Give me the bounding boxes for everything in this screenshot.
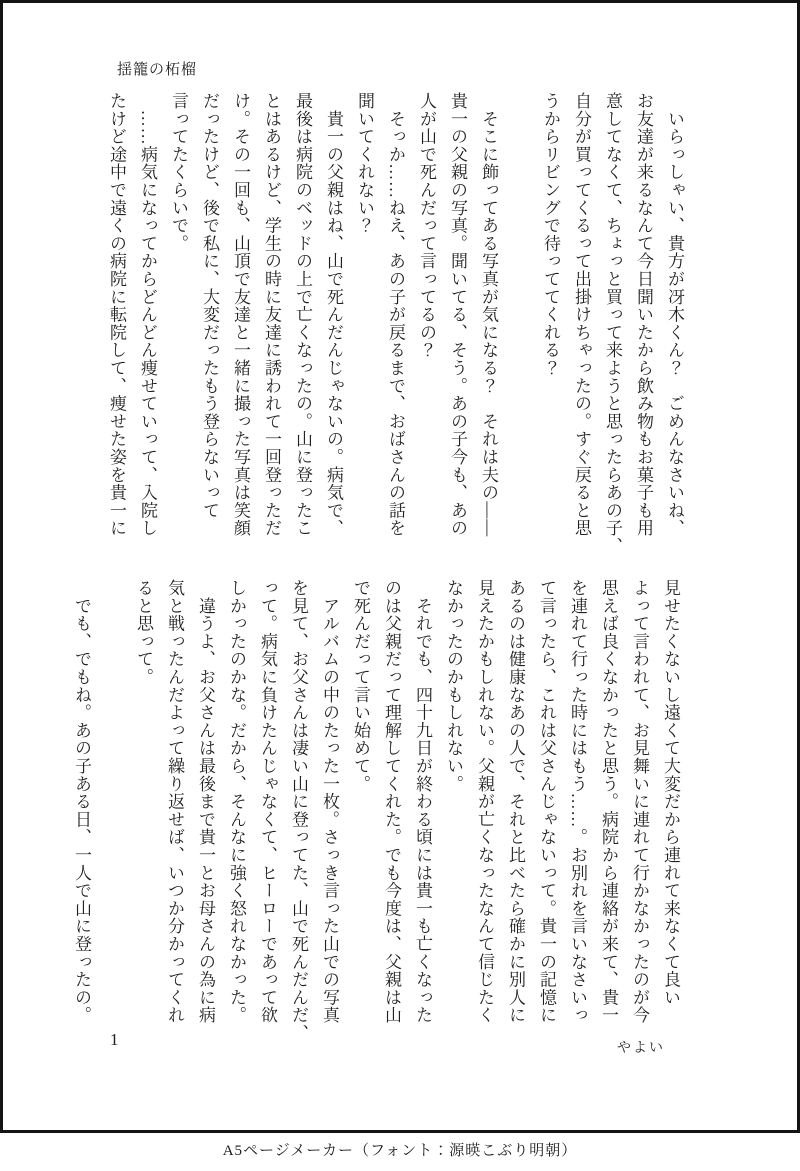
text-column: 貴一の父親の写真。聞いてる、そう。あの子今も、あの [448,92,467,537]
text-column: 言ってたくらいで。 [169,92,188,253]
text-column: アルバムの中のたった一枚。さっき言った山での写真 [320,579,339,1024]
text-column: それでも、四十九日が終わる頃には貴一も亡くなった [413,579,432,1024]
text-column: とはあるけど、学生の時に友達に誘われて一回登っただ [262,92,281,537]
text-column: 貴一の父親はね、山で死んだんじゃないの。病気で、 [324,92,343,537]
text-column: 違うよ、お父さんは最後まで貴一とお母さんの為に病 [196,579,215,1024]
text-column: だったけど、後で私に、大変だったもう登らないって [200,92,219,520]
text-column: そこに飾ってある写真が気になる？ それは夫の―― [479,92,498,537]
text-column: あるのは健康なあの人で、それと比べたら確かに別人に [506,579,525,1024]
vertical-text-block-top [101,92,690,558]
text-column: け。その一回も、山頂で友達と一緒に撮った写真は笑顔 [231,92,250,537]
text-column: 見せたくないし遠くて大変だから連れて来なくて良い [661,579,680,1007]
text-column: よって言われて、お見舞いに連れて行かなかったのが今 [630,579,649,1024]
text-column: たけど途中で遠くの病院に転院して、痩せた姿を貴一に [107,92,126,537]
text-column: て言ったら、これは父さんじゃないって。貴一の記憶に [537,579,556,1024]
text-column: 気と戦ったんだよって繰り返せば、いつか分かってくれ [165,579,184,1024]
text-column [97,579,128,1045]
text-column: 自分が買ってくるって出掛けちゃったの。すぐ戻ると思 [572,92,591,537]
text-column: で死んだって言い始めて。 [351,579,370,793]
text-column: でも、でもね。あの子ある日、一人で山に登ったの。 [72,579,91,1024]
vertical-text-block-bottom [66,579,686,1045]
text-column: ると思って。 [134,579,153,686]
story-title: 揺籠の柘榴 [117,62,198,78]
text-column: しかったのかな。だから、そんなに強く怒れなかった。 [227,579,246,1024]
text-column: なかったのかもしれない。 [444,579,463,793]
text-column: 見えたかもしれない。父親が亡くなったなんて信じたく [475,579,494,1024]
text-column: いらっしゃい、貴方が冴木くん？ ごめんなさいね、 [665,92,684,537]
text-column: 最後は病院のベッドの上で亡くなったの。山に登ったこ [293,92,312,537]
text-column: って。病気に負けたんじゃなくて、ヒーローであって欲 [258,579,277,1024]
text-column: 人が山で死んだって言ってるの？ [417,92,436,359]
text-column: 聞いてくれない？ [355,92,374,235]
text-column: を見て、お父さんは凄い山に登ってた、山で死んだんだ、 [289,579,308,1042]
text-column: お友達が来るなんて今日聞いたから飲み物もお菓子も用 [634,92,653,537]
text-column [504,92,535,558]
author-name: やよい [617,1041,665,1056]
text-column: のは父親だって理解してくれた。でも今度は、父親は山 [382,579,401,1024]
page-number: 1 [110,1030,119,1049]
text-column: を連れて行った時にはもう……。お別れを言いなさいっ [568,579,587,1024]
generator-caption: A5ページメーカー（フォント：源暎こぶり明朝） [222,1143,578,1159]
text-column: うからリビングで待っててくれる？ [541,92,560,377]
text-column: ……病気になってからどんどん痩せていって、入院し [138,92,157,537]
text-column: 思えば良くなかったと思う。病院から連絡が来て、貴一 [599,579,618,1024]
text-column: そっか……ねえ、あの子が戻るまで、おばさんの話を [386,92,405,537]
text-column: 意してなくて、ちょっと買って来ようと思ったらあの子、 [603,92,622,555]
